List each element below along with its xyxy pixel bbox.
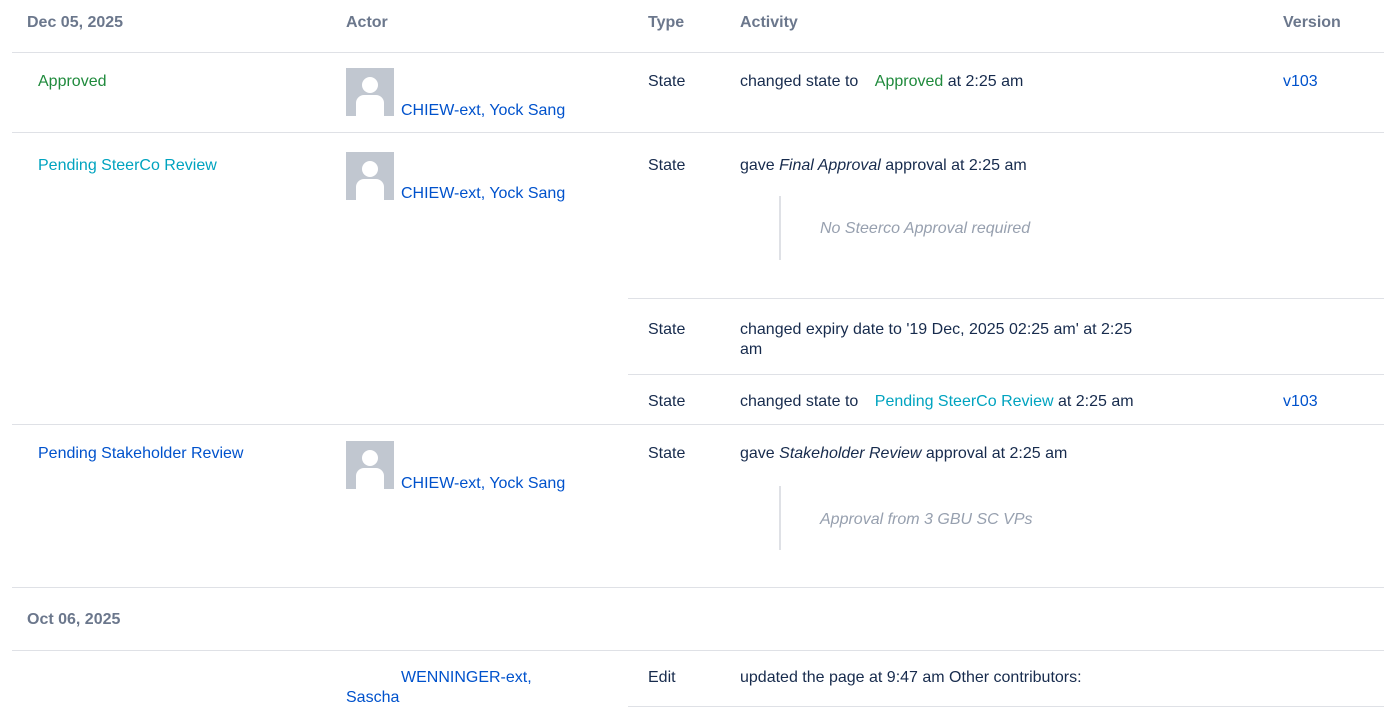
state-link-approved[interactable]: Approved <box>874 73 944 90</box>
entry-divider <box>628 374 1384 375</box>
approval-comment: Approval from 3 GBU SC VPs <box>820 511 1033 528</box>
actor-link-line-1[interactable]: WENNINGER-ext, <box>401 669 532 686</box>
approval-name: Final Approval <box>779 157 881 174</box>
row-divider <box>12 650 1384 651</box>
activity-text: changed state to <box>740 73 859 90</box>
activity-cell <box>740 392 1134 412</box>
avatar <box>346 68 394 116</box>
activity-line-1: changed expiry date to '19 Dec, 2025 02:25 am' at 2:25 <box>740 321 1133 338</box>
avatar <box>346 152 394 200</box>
activity-text: gave <box>740 445 775 462</box>
row-divider <box>12 587 1384 588</box>
type-cell: State <box>648 445 686 462</box>
activity-text: gave <box>740 157 775 174</box>
actor-link-line-2[interactable]: Sascha <box>346 689 400 706</box>
type-cell: State <box>648 393 686 410</box>
version-link[interactable]: v103 <box>1283 393 1318 410</box>
state-link-pending-steerco[interactable]: Pending SteerCo Review <box>874 393 1054 410</box>
comment-quote-bar <box>779 486 781 550</box>
activity-column-header: Activity <box>740 14 798 31</box>
activity-cell <box>740 72 1023 92</box>
header-divider <box>12 52 1384 53</box>
type-cell: State <box>648 73 686 90</box>
activity-cell <box>740 156 1027 176</box>
date-header: Dec 05, 2025 <box>27 14 124 31</box>
version-link[interactable]: v103 <box>1283 73 1318 90</box>
activity-time: at 2:25 am <box>1057 393 1134 410</box>
actor-link[interactable]: CHIEW-ext, Yock Sang <box>401 475 566 492</box>
actor-link[interactable]: CHIEW-ext, Yock Sang <box>401 102 566 119</box>
type-cell: Edit <box>648 669 676 686</box>
activity-line-2: am <box>740 341 763 358</box>
comment-quote-bar <box>779 196 781 260</box>
type-column-header: Type <box>648 14 685 31</box>
state-label-pending-steerco: Pending SteerCo Review <box>38 157 217 174</box>
approval-name: Stakeholder Review <box>779 445 922 462</box>
row-divider <box>12 132 1384 133</box>
actor-column-header: Actor <box>346 14 388 31</box>
activity-time: approval at 2:25 am <box>925 445 1068 462</box>
date-group-header: Oct 06, 2025 <box>27 611 121 628</box>
version-column-header: Version <box>1283 14 1341 31</box>
state-label-approved: Approved <box>38 73 107 90</box>
type-cell: State <box>648 321 686 338</box>
activity-cell: updated the page at 9:47 am Other contributors: <box>740 669 1082 686</box>
activity-text: changed state to <box>740 393 859 410</box>
type-cell: State <box>648 157 686 174</box>
approval-comment: No Steerco Approval required <box>820 220 1031 237</box>
entry-divider <box>628 706 1384 707</box>
row-divider <box>12 424 1384 425</box>
activity-cell <box>740 444 1067 464</box>
activity-time: approval at 2:25 am <box>885 157 1027 174</box>
actor-link[interactable]: CHIEW-ext, Yock Sang <box>401 185 566 202</box>
entry-divider <box>628 298 1384 299</box>
state-label-pending-stakeholder: Pending Stakeholder Review <box>38 445 244 462</box>
activity-time: at 2:25 am <box>947 73 1024 90</box>
avatar <box>346 441 394 489</box>
